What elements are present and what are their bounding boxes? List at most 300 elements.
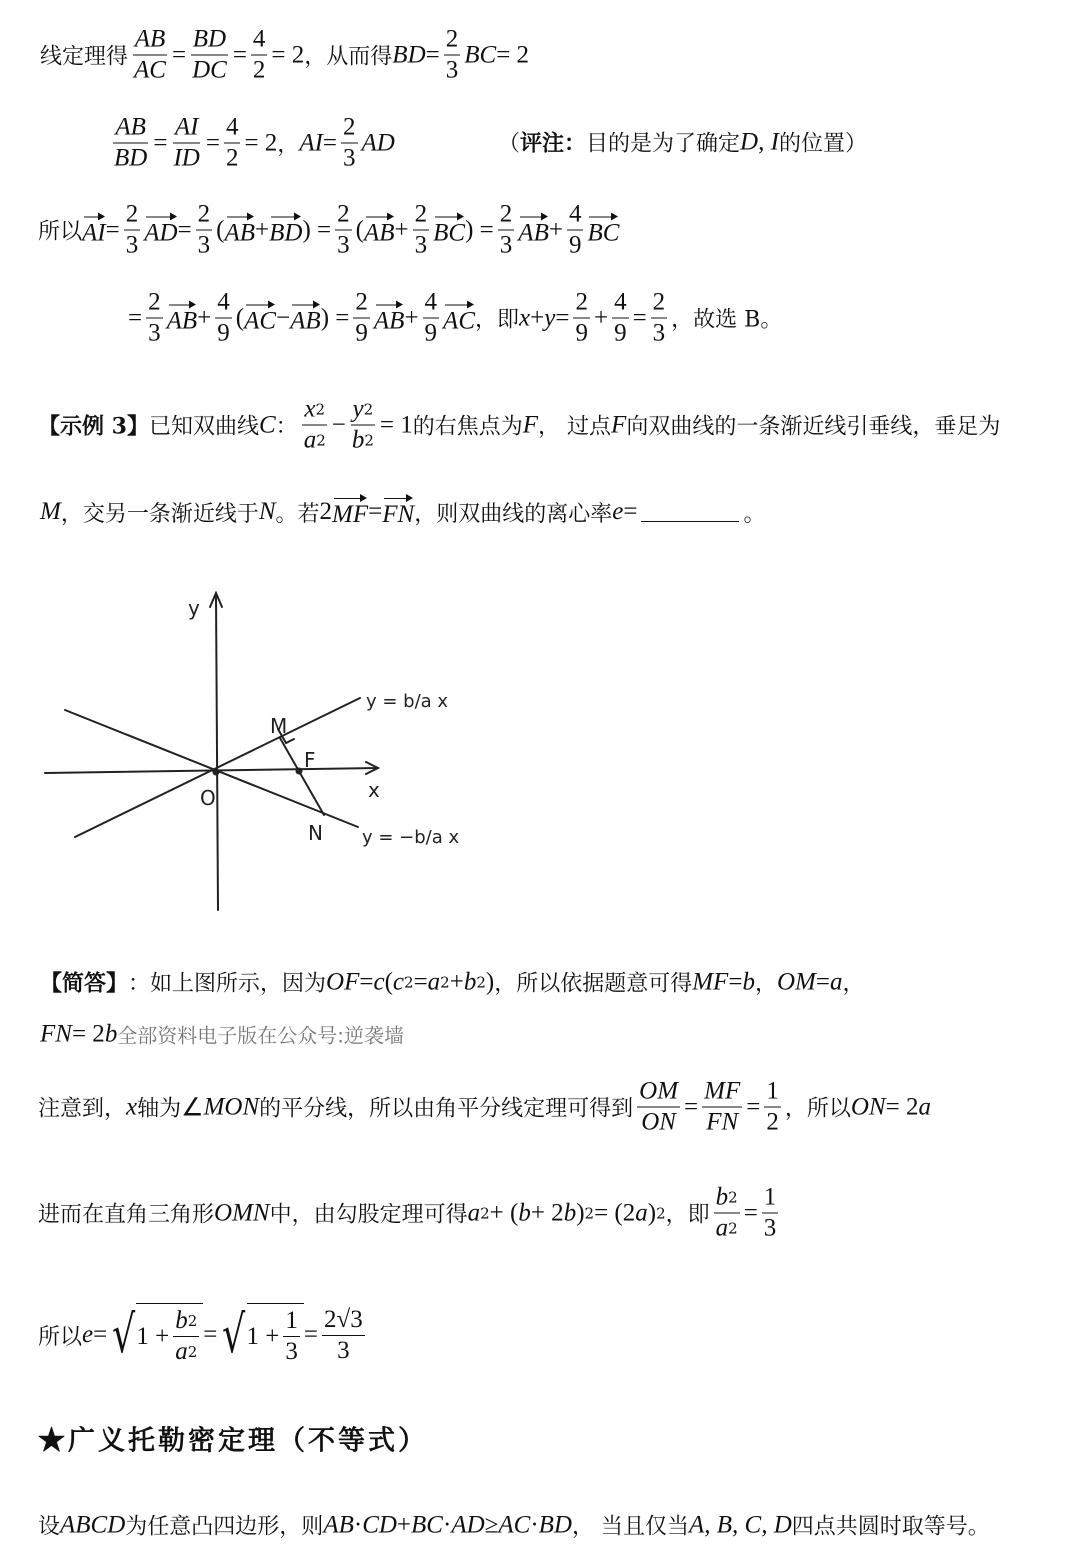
math-var: MF (692, 968, 729, 995)
numerator (612, 288, 629, 319)
text-run: 线定理得 (40, 44, 129, 70)
denominator (444, 56, 461, 86)
fraction (251, 25, 268, 86)
math-var: a (467, 1199, 481, 1226)
radical-sign-icon: √ (112, 1305, 136, 1365)
denominator (335, 1336, 352, 1366)
vector: AB (518, 213, 549, 247)
math-var: ID (173, 144, 200, 172)
text-run: 所以 (38, 219, 83, 245)
math-symbol: 3 (148, 319, 161, 347)
math-var: y (352, 395, 364, 423)
numerator (251, 25, 268, 56)
math-symbol: 3 (652, 319, 666, 347)
n-label: N (308, 821, 323, 845)
math-var: c (373, 968, 385, 995)
superscript: 2 (363, 400, 374, 419)
fraction (423, 288, 440, 349)
math-var: A, B, C, D (688, 1511, 792, 1538)
math-symbol: 3 (285, 1338, 298, 1365)
denominator (215, 319, 232, 349)
math-symbol: ) = (302, 216, 332, 243)
math-symbol: = (632, 304, 647, 331)
numerator (302, 395, 327, 426)
math-symbol: ) (647, 1199, 657, 1226)
vector: AB (290, 301, 321, 335)
math-symbol: 2 (148, 288, 161, 316)
numerator (191, 25, 228, 56)
vector: AB (167, 301, 198, 335)
math-symbol: = (623, 498, 638, 525)
text-run: ，交另一条渐近线于 (60, 501, 259, 527)
math-symbol: 2 (355, 288, 368, 316)
math-var: AI (299, 129, 323, 156)
math-symbol: = 2 (496, 41, 530, 68)
origin-label: O (200, 786, 216, 810)
denominator (639, 1108, 678, 1138)
math-var: CD (362, 1511, 397, 1538)
superscript: 2 (476, 973, 486, 991)
math-var: a (918, 1093, 931, 1120)
math-symbol: = (2 (594, 1199, 636, 1226)
fraction (173, 1306, 199, 1367)
math-var: BD (538, 1511, 572, 1538)
math-symbol: 2 (125, 200, 139, 228)
fraction (637, 1077, 680, 1138)
math-symbol: + (593, 304, 609, 331)
math-var: ON (641, 1108, 676, 1136)
line-8 (40, 1020, 404, 1049)
text-run: ， (277, 132, 300, 158)
text-run: 。若 (275, 501, 320, 527)
superscript: 2 (656, 1204, 666, 1222)
math-symbol: · (353, 1511, 363, 1538)
vector: AB (364, 213, 395, 247)
superscript: 2 (187, 1312, 198, 1330)
math-var: MF (704, 1077, 741, 1105)
fraction (444, 25, 461, 86)
denominator (762, 1214, 779, 1244)
math-symbol: − (276, 304, 291, 331)
text-run: ，故选 B。 (671, 307, 783, 333)
denominator (764, 1108, 781, 1138)
fraction (322, 1305, 365, 1366)
math-var: a (303, 426, 317, 454)
fraction (124, 200, 141, 261)
denominator (413, 231, 430, 261)
vector: FN (382, 495, 414, 529)
math-symbol: 4 (252, 25, 266, 53)
line-7 (40, 967, 864, 998)
answer-blank (641, 503, 739, 522)
math-symbol: = (177, 216, 192, 243)
math-symbol: ∠ (181, 1094, 204, 1121)
superscript: 2 (187, 1343, 198, 1361)
superscript: 2 (316, 431, 326, 450)
asymptote-1-label: y = b/a x (366, 691, 449, 712)
vector: AI (82, 213, 106, 247)
math-var: OM (776, 968, 816, 995)
math-symbol: 2 (197, 200, 211, 228)
fraction (132, 25, 168, 86)
math-var: C (258, 411, 276, 438)
denominator (283, 1337, 300, 1367)
denominator (124, 231, 141, 261)
x-axis-label: x (368, 778, 380, 802)
math-symbol: = (746, 1093, 761, 1120)
math-symbol: 3 (499, 231, 513, 259)
numerator (224, 113, 241, 144)
numerator (498, 200, 515, 231)
math-var: a (175, 1338, 188, 1365)
text-run: ， (842, 971, 865, 997)
math-symbol: 2 (252, 56, 266, 84)
text-run: 轴为 (137, 1096, 182, 1122)
text-run: ， 当且仅当 (571, 1514, 689, 1540)
math-symbol: 9 (424, 319, 438, 347)
math-symbol: = (555, 304, 570, 331)
math-var: b (351, 426, 365, 454)
fraction (762, 1183, 779, 1244)
fraction (341, 113, 358, 174)
math-var: AB (115, 113, 146, 141)
line-10 (38, 1183, 782, 1244)
text-run: ，所以 (784, 1096, 851, 1122)
numerator (113, 113, 148, 144)
math-symbol: ) = (465, 216, 494, 243)
math-var: ON (850, 1093, 886, 1120)
text-run: （ (498, 131, 521, 157)
fraction (196, 200, 213, 261)
math-symbol: 9 (575, 319, 588, 347)
numerator (335, 200, 352, 231)
denominator (173, 1337, 199, 1367)
superscript: 2 (584, 1204, 595, 1222)
fraction (171, 113, 201, 174)
math-symbol: = (203, 1321, 218, 1348)
math-symbol: = (815, 968, 830, 995)
math-var: F (611, 411, 627, 438)
numerator (573, 288, 590, 319)
math-symbol: + (530, 304, 545, 331)
math-var: b (742, 968, 755, 995)
math-symbol: · (530, 1511, 539, 1538)
numerator (351, 395, 376, 426)
math-symbol: + (404, 304, 419, 331)
math-symbol: ( (235, 304, 245, 331)
math-symbol: 3 (337, 231, 350, 259)
math-var: AD (361, 129, 395, 156)
math-symbol: + (197, 304, 212, 331)
math-var: b (563, 1199, 577, 1226)
math-symbol: 1 (763, 1183, 777, 1211)
math-symbol: = (368, 498, 383, 525)
numerator (567, 200, 584, 231)
math-symbol: = 2 (885, 1093, 919, 1120)
y-axis (216, 595, 218, 910)
math-symbol: 4 (614, 288, 627, 316)
text-run: 进而在直角三角形 (38, 1202, 215, 1228)
bold-label: 【示例 3】 (38, 413, 149, 440)
math-var: x (519, 304, 531, 331)
math-symbol: = (413, 968, 428, 995)
math-symbol: 1 + (246, 1322, 280, 1350)
math-symbol: = (728, 968, 743, 995)
math-symbol: = (93, 1321, 108, 1348)
bold-label: 【简答】 (40, 970, 129, 997)
math-symbol: 4 (424, 288, 438, 316)
math-symbol: = (153, 129, 168, 156)
math-var: DC (192, 56, 227, 84)
math-symbol: 1 + (136, 1322, 170, 1350)
fraction (224, 113, 241, 174)
denominator (612, 319, 629, 349)
math-symbol: 3 (197, 231, 211, 259)
math-symbol: + (449, 968, 464, 995)
numerator (341, 113, 358, 144)
math-symbol: 2√3 (324, 1305, 363, 1333)
math-symbol: + (394, 216, 409, 243)
square-root (217, 1303, 304, 1367)
text-run: 的平分线，所以由角平分线定理可得到 (259, 1096, 634, 1122)
math-symbol: 3 (343, 144, 356, 172)
math-var: AI (174, 113, 199, 141)
math-symbol: = (171, 41, 187, 68)
denominator (251, 56, 268, 86)
text-run: 已知双曲线 (148, 414, 259, 440)
math-symbol: ( (384, 968, 393, 995)
numerator (124, 200, 141, 231)
text-run: ，从而得 (304, 44, 393, 70)
denominator (132, 56, 168, 86)
denominator (567, 231, 584, 261)
fraction (335, 200, 352, 261)
text-run: ，即 (665, 1202, 710, 1228)
vector: AB (225, 213, 256, 247)
text-run: ， 过点 (538, 414, 612, 440)
math-var: a (635, 1199, 648, 1226)
vector: AD (144, 213, 177, 247)
numerator (322, 1305, 365, 1336)
m-label: M (270, 714, 288, 738)
math-symbol: = 2 (271, 41, 305, 68)
math-symbol: 9 (568, 231, 582, 259)
math-var: BD (114, 144, 148, 172)
math-var: BC (464, 41, 497, 68)
math-symbol: = (303, 1321, 318, 1348)
math-var: BD (392, 41, 426, 68)
text-run: 中，由勾股定理可得 (269, 1202, 468, 1228)
line-3 (38, 200, 619, 261)
math-symbol: + (255, 216, 270, 243)
vector: BD (269, 213, 302, 247)
math-var: y (544, 304, 556, 331)
math-symbol: = (105, 216, 120, 243)
text-run: 所以 (38, 1324, 83, 1350)
denominator (196, 231, 213, 261)
numerator (173, 113, 201, 144)
math-var: e (612, 498, 624, 525)
math-symbol: 2 (319, 498, 333, 525)
math-symbol: = (743, 1199, 758, 1226)
denominator (704, 1108, 740, 1138)
fraction (283, 1306, 300, 1367)
math-symbol: = 2 (244, 129, 278, 156)
denominator (146, 319, 163, 349)
math-symbol: 1 (766, 1077, 779, 1105)
line-13 (38, 1510, 990, 1541)
math-var: BD (192, 25, 227, 53)
math-symbol: ( (216, 216, 225, 243)
numerator (215, 288, 232, 319)
numerator (651, 288, 668, 319)
math-symbol: 3 (445, 56, 459, 84)
y-axis-label: y (188, 596, 200, 620)
numerator (764, 1077, 781, 1108)
numerator (637, 1077, 680, 1108)
text-run: 向双曲线的一条渐近线引垂线，垂足为 (626, 414, 1001, 440)
text-run: ： (275, 414, 298, 440)
fraction (714, 1183, 740, 1244)
math-symbol: = (205, 129, 220, 156)
math-symbol: = (322, 129, 338, 156)
numerator (413, 200, 430, 231)
math-var: D, I (740, 128, 779, 155)
vector: AC (244, 301, 276, 335)
math-var: AB (134, 25, 166, 53)
denominator (335, 231, 352, 261)
math-symbol: 1 (285, 1307, 298, 1334)
denominator (651, 319, 668, 349)
math-var: F (522, 411, 539, 438)
math-symbol: + (396, 1511, 412, 1538)
math-symbol: ) (485, 968, 495, 995)
fraction (215, 288, 232, 349)
superscript: 2 (440, 973, 450, 991)
math-var: N (258, 498, 276, 525)
math-symbol: − (331, 411, 346, 438)
f-label: F (304, 748, 316, 772)
math-var: b (463, 968, 477, 995)
line-5 (38, 395, 1000, 456)
denominator (171, 144, 201, 174)
math-symbol: 9 (217, 319, 230, 347)
asymptote-2-label: y = −b/a x (362, 827, 460, 848)
math-var: e (82, 1321, 94, 1348)
watermark-text: 全部资料电子版在公众号:逆袭墙 (117, 1023, 405, 1048)
math-var: BC (411, 1511, 443, 1538)
denominator (302, 426, 328, 456)
math-symbol: ) = (320, 304, 350, 331)
math-symbol: 9 (355, 319, 368, 347)
text-run: 设 (38, 1514, 61, 1540)
math-var: x (126, 1093, 138, 1120)
math-var: FN (706, 1108, 739, 1136)
superscript: 2 (728, 1219, 738, 1238)
math-var: a (715, 1214, 729, 1242)
numerator (423, 288, 440, 319)
line-2-comment (498, 127, 867, 158)
superscript: 2 (315, 400, 326, 419)
numerator (702, 1077, 742, 1108)
math-var: b (518, 1199, 531, 1226)
superscript: 2 (364, 431, 374, 450)
superscript: 2 (728, 1188, 738, 1207)
perpendicular-mf (280, 738, 324, 815)
math-symbol: 3 (125, 231, 139, 259)
denominator (350, 426, 376, 456)
line-11 (38, 1303, 369, 1367)
line-2 (108, 113, 395, 174)
numerator (444, 25, 461, 56)
numerator (762, 1183, 779, 1214)
numerator (173, 1306, 199, 1337)
text-run: 为任意凸四边形，则 (125, 1514, 324, 1540)
math-symbol: = (232, 41, 247, 68)
math-symbol: 2 (225, 144, 239, 172)
math-var: c (392, 968, 405, 995)
math-symbol: = (684, 1093, 699, 1120)
math-var: b (104, 1020, 118, 1047)
fraction (573, 288, 590, 349)
denominator (498, 231, 515, 261)
math-var: OMN (214, 1199, 270, 1226)
fraction (353, 288, 370, 349)
denominator (353, 319, 370, 349)
superscript: 2 (480, 1204, 490, 1222)
numerator (146, 288, 163, 319)
math-symbol: + ( (489, 1199, 519, 1226)
radicand (136, 1303, 203, 1367)
math-symbol: 4 (568, 200, 582, 228)
math-symbol: 2 (766, 1108, 779, 1136)
denominator (714, 1214, 740, 1244)
math-var: a (427, 968, 441, 995)
math-var: FN (40, 1020, 72, 1047)
vector: BC (433, 213, 465, 247)
line-4 (128, 288, 782, 349)
fraction (413, 200, 430, 261)
math-symbol: ≥ (484, 1511, 499, 1538)
hyperbola-asymptote-figure (40, 575, 470, 915)
math-symbol: 2 (575, 288, 588, 316)
focus-point (296, 768, 303, 775)
math-symbol: 2 (499, 200, 513, 228)
denominator (423, 319, 440, 349)
fraction (702, 1077, 742, 1138)
math-symbol: = 1 (379, 411, 413, 438)
bold-label: 评注： (520, 130, 587, 157)
heading (38, 1419, 428, 1458)
math-var: b (715, 1183, 729, 1211)
vector: BC (587, 213, 619, 247)
fraction (112, 113, 149, 174)
denominator (190, 56, 229, 86)
fraction (764, 1077, 781, 1138)
math-symbol: 3 (337, 1336, 350, 1364)
fraction (302, 395, 328, 456)
numerator (133, 25, 168, 56)
math-symbol: 2 (445, 25, 459, 53)
vector: AC (443, 301, 475, 335)
line-6 (40, 495, 765, 529)
text-run: ：如上图所示，因为 (128, 971, 327, 997)
math-symbol: 3 (414, 231, 428, 259)
math-symbol: + (548, 216, 563, 243)
square-root (107, 1303, 203, 1367)
math-var: MON (203, 1093, 260, 1120)
text-run: 四点共圆时取等号。 (791, 1514, 990, 1540)
